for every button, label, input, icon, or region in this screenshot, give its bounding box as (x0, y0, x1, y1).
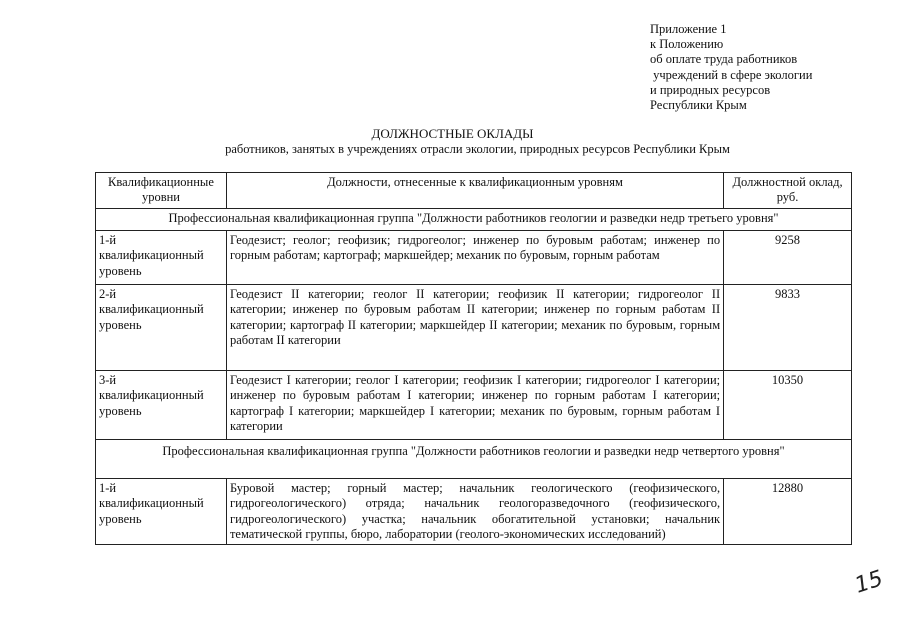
table-header-row (96, 173, 852, 209)
appendix-line: Приложение 1 (650, 22, 727, 36)
table-row (96, 284, 852, 370)
document-subtitle: работников, занятых в учреждениях отрасли экологии, природных ресурсов Республики Крым (225, 142, 730, 156)
header-positions: Должности, отнесенные к квалификационным уровням (226, 173, 723, 209)
appendix-line: и природных ресурсов (650, 82, 771, 97)
positions-cell: Геодезист I категории; геолог I категории; геофизик I категории; гидрогеолог I категории; инженер по буровым работам I категории; инженер по горным работам I категории; картограф I категории; маркшейдер I категории; механик по буровым, горным работам I категории (226, 370, 723, 439)
appendix-line: к Положению (650, 37, 724, 52)
group-row (96, 208, 852, 230)
level-cell: 3-й квалификационный уровень (96, 370, 227, 439)
positions-cell: Геодезист; геолог; геофизик; гидрогеолог; инженер по буровым работам; инженер по горным работам; картограф; маркшейдер; механик по буровым, горным работам (226, 230, 723, 284)
appendix-line: учреждений в сфере экологии (650, 67, 813, 82)
salary-cell: 10350 (724, 370, 852, 439)
header-salary: Должностной оклад, руб. (724, 173, 852, 209)
salary-table (95, 172, 852, 545)
level-cell: 1-й квалификационный уровень (96, 230, 227, 284)
document-title: ДОЛЖНОСТНЫЕ ОКЛАДЫ (371, 126, 534, 141)
header-level: Квалификационные уровни (96, 173, 227, 209)
positions-cell: Буровой мастер; горный мастер; начальник геологического (геофизического, гидрогеологического) отряда; начальник геологоразведочного (геофизического, гидрогеологического) участка; начальник обогатительной установки; начальник тематической группы, бюро, лаборатории (геолого-экономических исследований) (226, 478, 723, 545)
appendix-block (650, 22, 812, 113)
salary-cell: 12880 (724, 478, 852, 545)
table-row (96, 370, 852, 439)
level-cell: 1-й квалификационный уровень (96, 478, 227, 545)
group-row (96, 439, 852, 478)
table-row (96, 230, 852, 284)
appendix-line: об оплате труда работников (650, 52, 798, 67)
group-title: Профессиональная квалификационная группа "Должности работников геологии и разведки недр четвертого уровня" (96, 439, 852, 478)
positions-cell: Геодезист II категории; геолог II категории; геофизик II категории; гидрогеолог II категории; инженер по буровым работам II категории; инженер по горным работам II категории; картограф II категории; маркшейдер II категории; механик по буровым, горным работам II категории (226, 284, 723, 370)
group-title: Профессиональная квалификационная группа "Должности работников геологии и разведки недр третьего уровня" (96, 208, 852, 230)
salary-cell: 9833 (724, 284, 852, 370)
table-row (96, 478, 852, 545)
salary-cell: 9258 (724, 230, 852, 284)
level-cell: 2-й квалификационный уровень (96, 284, 227, 370)
appendix-line: Республики Крым (650, 98, 747, 113)
page-number: 15 (851, 566, 887, 599)
